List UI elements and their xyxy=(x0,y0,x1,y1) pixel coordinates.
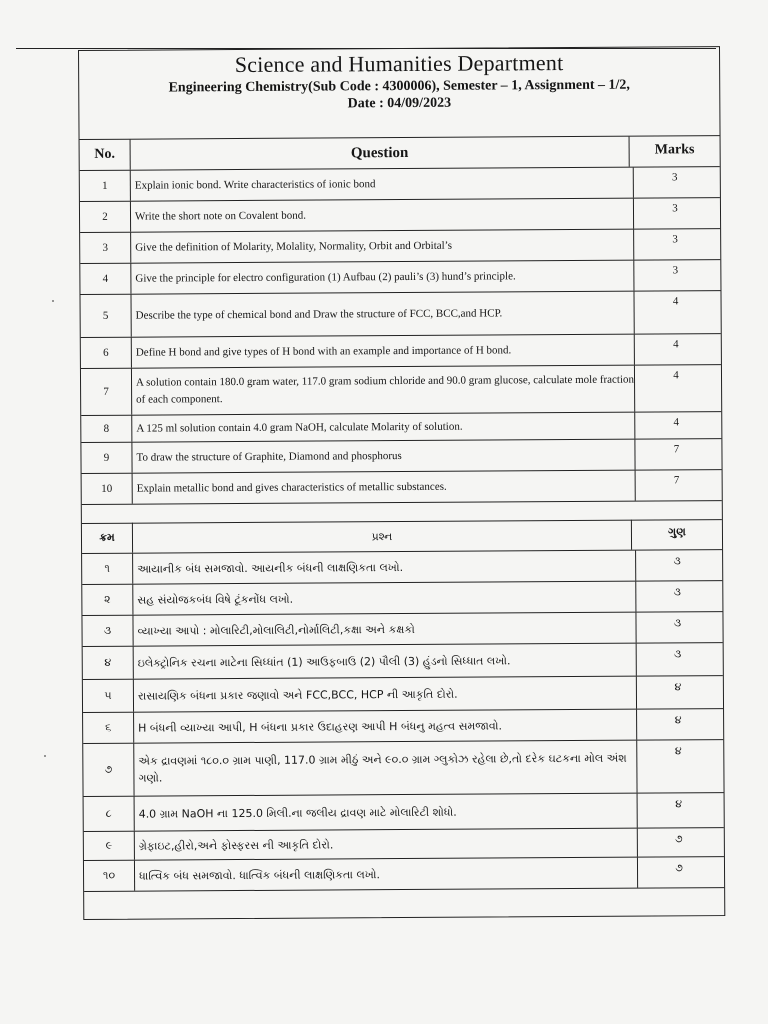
question-text: A solution contain 180.0 gram water, 117.0 gram sodium chloride and 90.0 gram glucose, calculate mole fraction of each component. xyxy=(132,366,635,415)
question-marks: 4 xyxy=(673,416,680,429)
question-number: ૧ xyxy=(82,554,133,584)
question-number: ૧૦ xyxy=(84,861,135,891)
question-text: Explain ionic bond. Write characteristics of ionic bond xyxy=(131,168,634,201)
question-number: ૬ xyxy=(83,713,134,743)
question-number: 2 xyxy=(80,202,131,232)
col-header-question: પ્રશ્ન xyxy=(133,520,632,553)
question-marks: 4 xyxy=(673,369,679,382)
department-title: Science and Humanities Department xyxy=(234,50,564,78)
question-number: 1 xyxy=(80,171,131,201)
question-number: ૭ xyxy=(83,744,134,796)
question-number: 9 xyxy=(81,443,132,473)
question-number: ૪ xyxy=(83,647,134,679)
question-text: A 125 ml solution contain 4.0 gram NaOH, calculate Molarity of solution. xyxy=(132,413,635,442)
question-text: Give the definition of Molarity, Molality, Normality, Orbit and Orbital’s xyxy=(131,230,634,263)
table-row xyxy=(83,709,723,744)
question-marks: 4 xyxy=(672,295,679,308)
question-number: ૮ xyxy=(84,797,135,831)
question-number: ૨ xyxy=(82,585,133,615)
table-row xyxy=(82,550,722,585)
table-header-row xyxy=(80,136,720,171)
question-text: Give the principle for electro configuration (1) Aufbau (2) pauli’s (3) hund’s principle. xyxy=(131,261,634,294)
question-text: ધાત્વિક બંધ સમજાવો. ધાત્વિક બંધની લાક્ષણિકતા લખો. xyxy=(135,858,638,891)
question-number: ૯ xyxy=(84,832,135,860)
question-text: Write the short note on Covalent bond. xyxy=(131,199,634,232)
table-row xyxy=(83,676,723,713)
question-number: 3 xyxy=(80,233,131,263)
question-number: 7 xyxy=(81,369,132,415)
question-number: ૫ xyxy=(83,680,134,712)
col-header-no: ક્રમ xyxy=(82,523,133,553)
question-text: To draw the structure of Graphite, Diamond and phosphorus xyxy=(132,440,635,473)
sheet-header xyxy=(79,47,720,139)
question-text: Explain metallic bond and gives characteristics of metallic substances. xyxy=(133,471,636,504)
question-marks: 3 xyxy=(672,171,678,184)
scan-speck xyxy=(44,755,46,757)
question-text: Define H bond and give types of H bond with an example and importance of H bond. xyxy=(132,335,635,368)
col-header-marks: Marks xyxy=(654,142,695,158)
question-text: રાસાયણિક બંધના પ્રકાર જણાવો અને FCC,BCC, HCP ની આકૃતિ દોરો. xyxy=(134,677,637,712)
table-row xyxy=(80,260,720,295)
assignment-date: Date : 04/09/2023 xyxy=(347,95,452,112)
question-marks: ૭ xyxy=(674,832,683,846)
question-marks: 3 xyxy=(672,233,678,246)
question-text: 4.0 ગ્રામ NaOH ના 125.0 મિલી.ના જલીય દ્રાવણ માટે મોલારિટી શોધો. xyxy=(135,794,638,831)
table-row xyxy=(82,612,722,647)
question-marks: ૪ xyxy=(674,680,682,694)
table-row xyxy=(80,229,720,264)
question-marks: ૪ xyxy=(674,744,682,758)
question-text: ઇલેક્ટ્રોનિક રચના માટેના સિધ્ધાંત (1) આઉફબાઉ (2) પૌલી (3) હુંડનો સિધ્ધાત લખો. xyxy=(134,644,637,679)
question-text: વ્યાખ્યા આપો : મોલારિટી,મોલાલિટી,નોર્માલિટી,કક્ષા અને કક્ષકો xyxy=(133,613,636,646)
table-row xyxy=(83,740,723,797)
question-marks: 3 xyxy=(672,202,678,215)
table-row xyxy=(81,334,721,369)
question-number: ૩ xyxy=(82,616,133,646)
table-row xyxy=(82,581,722,616)
question-number: 8 xyxy=(81,416,132,442)
question-number: 10 xyxy=(82,474,133,504)
table-row xyxy=(81,439,721,474)
question-marks: 4 xyxy=(673,338,679,351)
question-marks: ૪ xyxy=(674,713,682,727)
question-text: એક દ્રાવણમાં ૧૮૦.૦ ગ્રામ પાણી, 117.0 ગ્રામ મીઠું અને ૯૦.૦ ગ્રામ ગ્લુકોઝ રહેલા છે,તો દરેક ઘટકના મોલ અંશ ગણો. xyxy=(134,741,637,796)
question-text: સહ સંયોજકબંધ વિષે ટૂંકનોંધ લખો. xyxy=(133,582,636,615)
subject-line: Engineering Chemistry(Sub Code : 4300006), Semester – 1, Assignment – 1/2, xyxy=(168,77,630,96)
table-row xyxy=(81,412,721,443)
table-row xyxy=(84,857,724,892)
question-marks: ૭ xyxy=(675,861,683,875)
question-marks: 7 xyxy=(673,443,680,456)
question-text: H બંધની વ્યાખ્યા આપી, H બંધના પ્રકાર ઉદાહરણ આપી H બંધનુ મહત્વ સમજાવો. xyxy=(134,710,637,743)
question-number: 6 xyxy=(81,338,132,368)
table-row xyxy=(80,167,720,202)
question-text: ગ્રેફાઇટ,હીરો,અને ફોસ્ફરસ ની આકૃતિ દોરો. xyxy=(135,829,638,860)
gujarati-question-table xyxy=(82,519,724,892)
question-marks: ૩ xyxy=(673,647,682,661)
table-row xyxy=(84,828,724,861)
question-marks: 7 xyxy=(673,474,680,487)
table-row xyxy=(80,198,720,233)
col-header-no: No. xyxy=(80,140,131,170)
question-marks: ૩ xyxy=(673,585,682,599)
col-header-question: Question xyxy=(131,137,630,170)
table-row xyxy=(83,643,723,680)
assignment-sheet xyxy=(78,46,725,920)
table-row xyxy=(81,365,721,416)
question-marks: 3 xyxy=(672,264,679,277)
table-header-row xyxy=(82,519,722,554)
scan-speck xyxy=(52,300,54,302)
question-text: આયાનીક બંધ સમજાવો. આયનીક બંધની લાક્ષણિકતા લખો. xyxy=(133,551,636,584)
table-row xyxy=(84,793,724,832)
question-marks: ૩ xyxy=(673,554,681,568)
question-number: 4 xyxy=(80,264,131,294)
question-marks: ૩ xyxy=(673,616,682,630)
col-header-marks: ગુણ xyxy=(668,525,686,539)
question-number: 5 xyxy=(80,295,131,337)
english-question-table xyxy=(80,135,722,505)
question-text: Describe the type of chemical bond and Draw the structure of FCC, BCC,and HCP. xyxy=(131,292,634,337)
question-marks: ૪ xyxy=(675,797,683,811)
table-row xyxy=(80,291,720,338)
